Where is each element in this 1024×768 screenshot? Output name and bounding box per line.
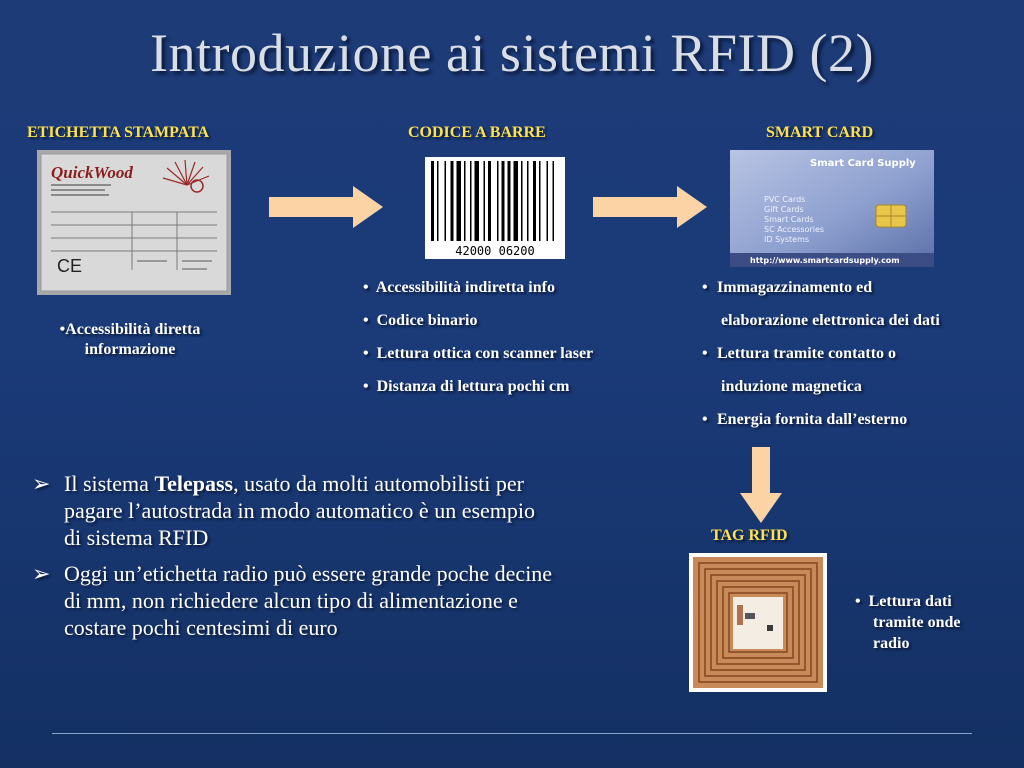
paragraph-rfid-cost	[32, 560, 672, 641]
smart-card-bullet: induzione magnetica	[721, 378, 862, 395]
barcode-digits: 42000 06200	[455, 244, 535, 258]
barcode-bullets	[363, 271, 593, 403]
p2-line3: costare pochi centesimi di euro	[64, 615, 338, 640]
header-printed-label: ETICHETTA STAMPATA	[27, 124, 210, 141]
p1-line2: pagare l’autostrada in modo automatico è un esempio	[64, 498, 536, 523]
smart-card-bullet: elaborazione elettronica dei dati	[721, 312, 940, 329]
p1-bold: Telepass	[154, 471, 234, 496]
rfid-tag-bullets	[855, 591, 961, 654]
barcode-image	[425, 157, 565, 259]
rfid-bullet-line: • Lettura dati	[855, 593, 952, 610]
chip-icon	[876, 205, 906, 227]
p2-line1: Oggi un’etichetta radio può essere grande poche decine	[64, 561, 553, 586]
ce-mark-icon: CE	[57, 256, 83, 276]
arrow-bullet-icon: ➢	[32, 561, 51, 586]
rfid-bullet-line: radio	[873, 635, 910, 652]
smart-card-bullet: • Energia fornita dall’esterno	[702, 411, 908, 428]
card-line: SC Accessories	[764, 225, 825, 234]
card-line: ID Systems	[764, 235, 810, 244]
smart-card-image	[730, 150, 934, 267]
footer-divider	[52, 733, 972, 734]
p2-line2: di mm, non richiedere alcun tipo di alimentazione e	[64, 588, 518, 613]
printed-label-note-line1: •Accessibilità diretta	[59, 321, 201, 338]
paragraph-telepass	[32, 470, 672, 551]
header-barcode: CODICE A BARRE	[408, 124, 546, 141]
header-smart-card: SMART CARD	[766, 124, 874, 141]
arrow-bullet-icon: ➢	[32, 471, 51, 496]
printed-label-image	[37, 150, 231, 295]
smart-card-bullet: • Lettura tramite contatto o	[702, 345, 897, 362]
quickwood-brand: QuickWood	[51, 163, 133, 182]
telepass-paragraphs	[32, 470, 672, 650]
printed-label-note	[40, 320, 220, 360]
rfid-bullet-line: tramite onde	[873, 614, 961, 631]
barcode-bullet: • Distanza di lettura pochi cm	[363, 378, 570, 395]
down-arrow-icon	[740, 447, 782, 523]
p1-prefix: Il sistema	[64, 471, 155, 496]
p1-rest: , usato da molti automobilisti per	[233, 471, 524, 496]
right-arrow-icon	[269, 186, 385, 228]
right-arrow-icon	[593, 186, 709, 228]
card-line: Gift Cards	[764, 205, 804, 214]
card-line: PVC Cards	[764, 195, 806, 204]
header-rfid-tag: TAG RFID	[711, 527, 788, 544]
page-title: Introduzione ai sistemi RFID (2)	[150, 23, 874, 83]
smart-card-title: Smart Card Supply	[810, 158, 916, 169]
barcode-bullet: • Lettura ottica con scanner laser	[363, 345, 594, 362]
card-line: Smart Cards	[764, 215, 814, 224]
p1-line3: di sistema RFID	[64, 525, 209, 550]
printed-label-note-line2: informazione	[84, 341, 176, 358]
rfid-tag-image	[689, 553, 827, 692]
smart-card-bullets	[702, 271, 940, 436]
barcode-bullet: • Codice binario	[363, 312, 478, 329]
barcode-bullet: • Accessibilità indiretta info	[363, 279, 555, 296]
smart-card-url: http://www.smartcardsupply.com	[750, 256, 900, 265]
smart-card-bullet: • Immagazzinamento ed	[702, 279, 873, 296]
